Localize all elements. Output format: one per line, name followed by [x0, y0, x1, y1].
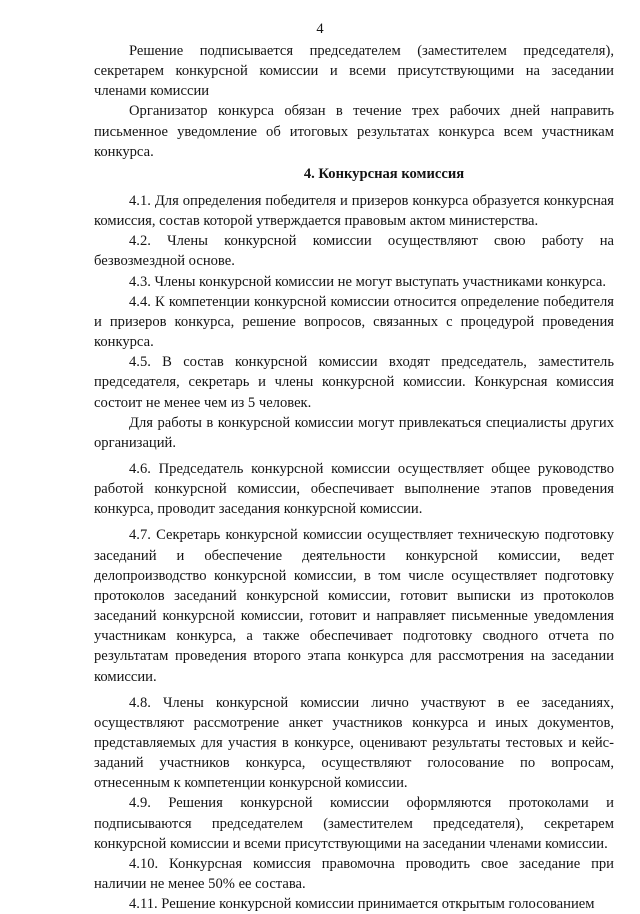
paragraph-4-11: 4.11. Решение конкурсной комиссии принимается открытым голосованием: [129, 896, 595, 913]
paragraph-organizer-notice: Организатор конкурса обязан в течение трех рабочих дней направить письменное уведомление об итоговых результатах конкурса всем участникам конкурса.: [94, 103, 614, 160]
paragraph-4-10: 4.10. Конкурсная комиссия правомочна проводить свое заседание при наличии не менее 50% ее состава.: [94, 855, 614, 893]
paragraph-4-6: 4.6. Председатель конкурсной комиссии осуществляет общее руководство работой конкурсной комиссии, обеспечивает выполнение этапов проведения конкурса, проводит заседания конкурсной комиссии.: [94, 460, 614, 518]
section-title: 4. Конкурсная комиссия: [303, 165, 465, 182]
paragraph-4-4: 4.4. К компетенции конкурсной комиссии относится определение победителя и призеров конкурса, решение вопросов, связанных с процедурой проведения конкурса.: [94, 293, 614, 351]
paragraph-4-7: 4.7. Секретарь конкурсной комиссии осуществляет техническую подготовку заседаний и обеспечение деятельности конкурсной комиссии, ведет делопроизводство конкурсной комиссии, в том числе осуществляет подготовку протоколов заседаний конкурсной комиссии, готовит выписки из протоколов заседаний конкурсной комиссии, готовит и направляет письменные уведомления участникам конкурса, а также обеспечивает подготовку сводного отчета по результатам проведения второго этапа конкурса для рассмотрения на заседании комиссии.: [94, 527, 614, 685]
paragraph-4-8: 4.8. Члены конкурсной комиссии лично участвуют в ее заседаниях, осуществляют рассмотрение анкет участников конкурса и иных документов, представляемых для участия в конкурсе, оценивают результаты тестовых и кейс-заданий участников конкурса, осуществляют голосование по вопросам, отнесенным к компетенции конкурсной комиссии.: [94, 694, 614, 792]
paragraph-4-3: 4.3. Члены конкурсной комиссии не могут выступать участниками конкурса.: [129, 273, 607, 290]
paragraph-decision-signing: Решение подписывается председателем (заместителем председателя), секретарем конкурсной комиссии и всеми присутствующими на заседании членами комиссии: [94, 43, 614, 100]
paragraph-4-2: 4.2. Члены конкурсной комиссии осуществляют свою работу на безвозмездной основе.: [94, 233, 614, 270]
paragraph-4-1: 4.1. Для определения победителя и призеров конкурса образуется конкурсная комиссия, состав которой утверждается правовым актом министерства.: [94, 192, 614, 230]
document-body: [94, 41, 614, 914]
paragraph-specialists: Для работы в конкурсной комиссии могут привлекаться специалисты других организаций.: [94, 414, 614, 451]
paragraph-4-9: 4.9. Решения конкурсной комиссии оформляются протоколами и подписываются председателем (заместителем председателя), секретарем конкурсной комиссии и всеми присутствующими на заседании членами комиссии.: [94, 795, 614, 852]
page-number: 4: [316, 21, 324, 37]
paragraph-4-5: 4.5. В состав конкурсной комиссии входят председатель, заместитель председателя, секретарь и члены конкурсной комиссии. Конкурсная комиссия состоит не менее чем из 5 человек.: [94, 354, 614, 411]
